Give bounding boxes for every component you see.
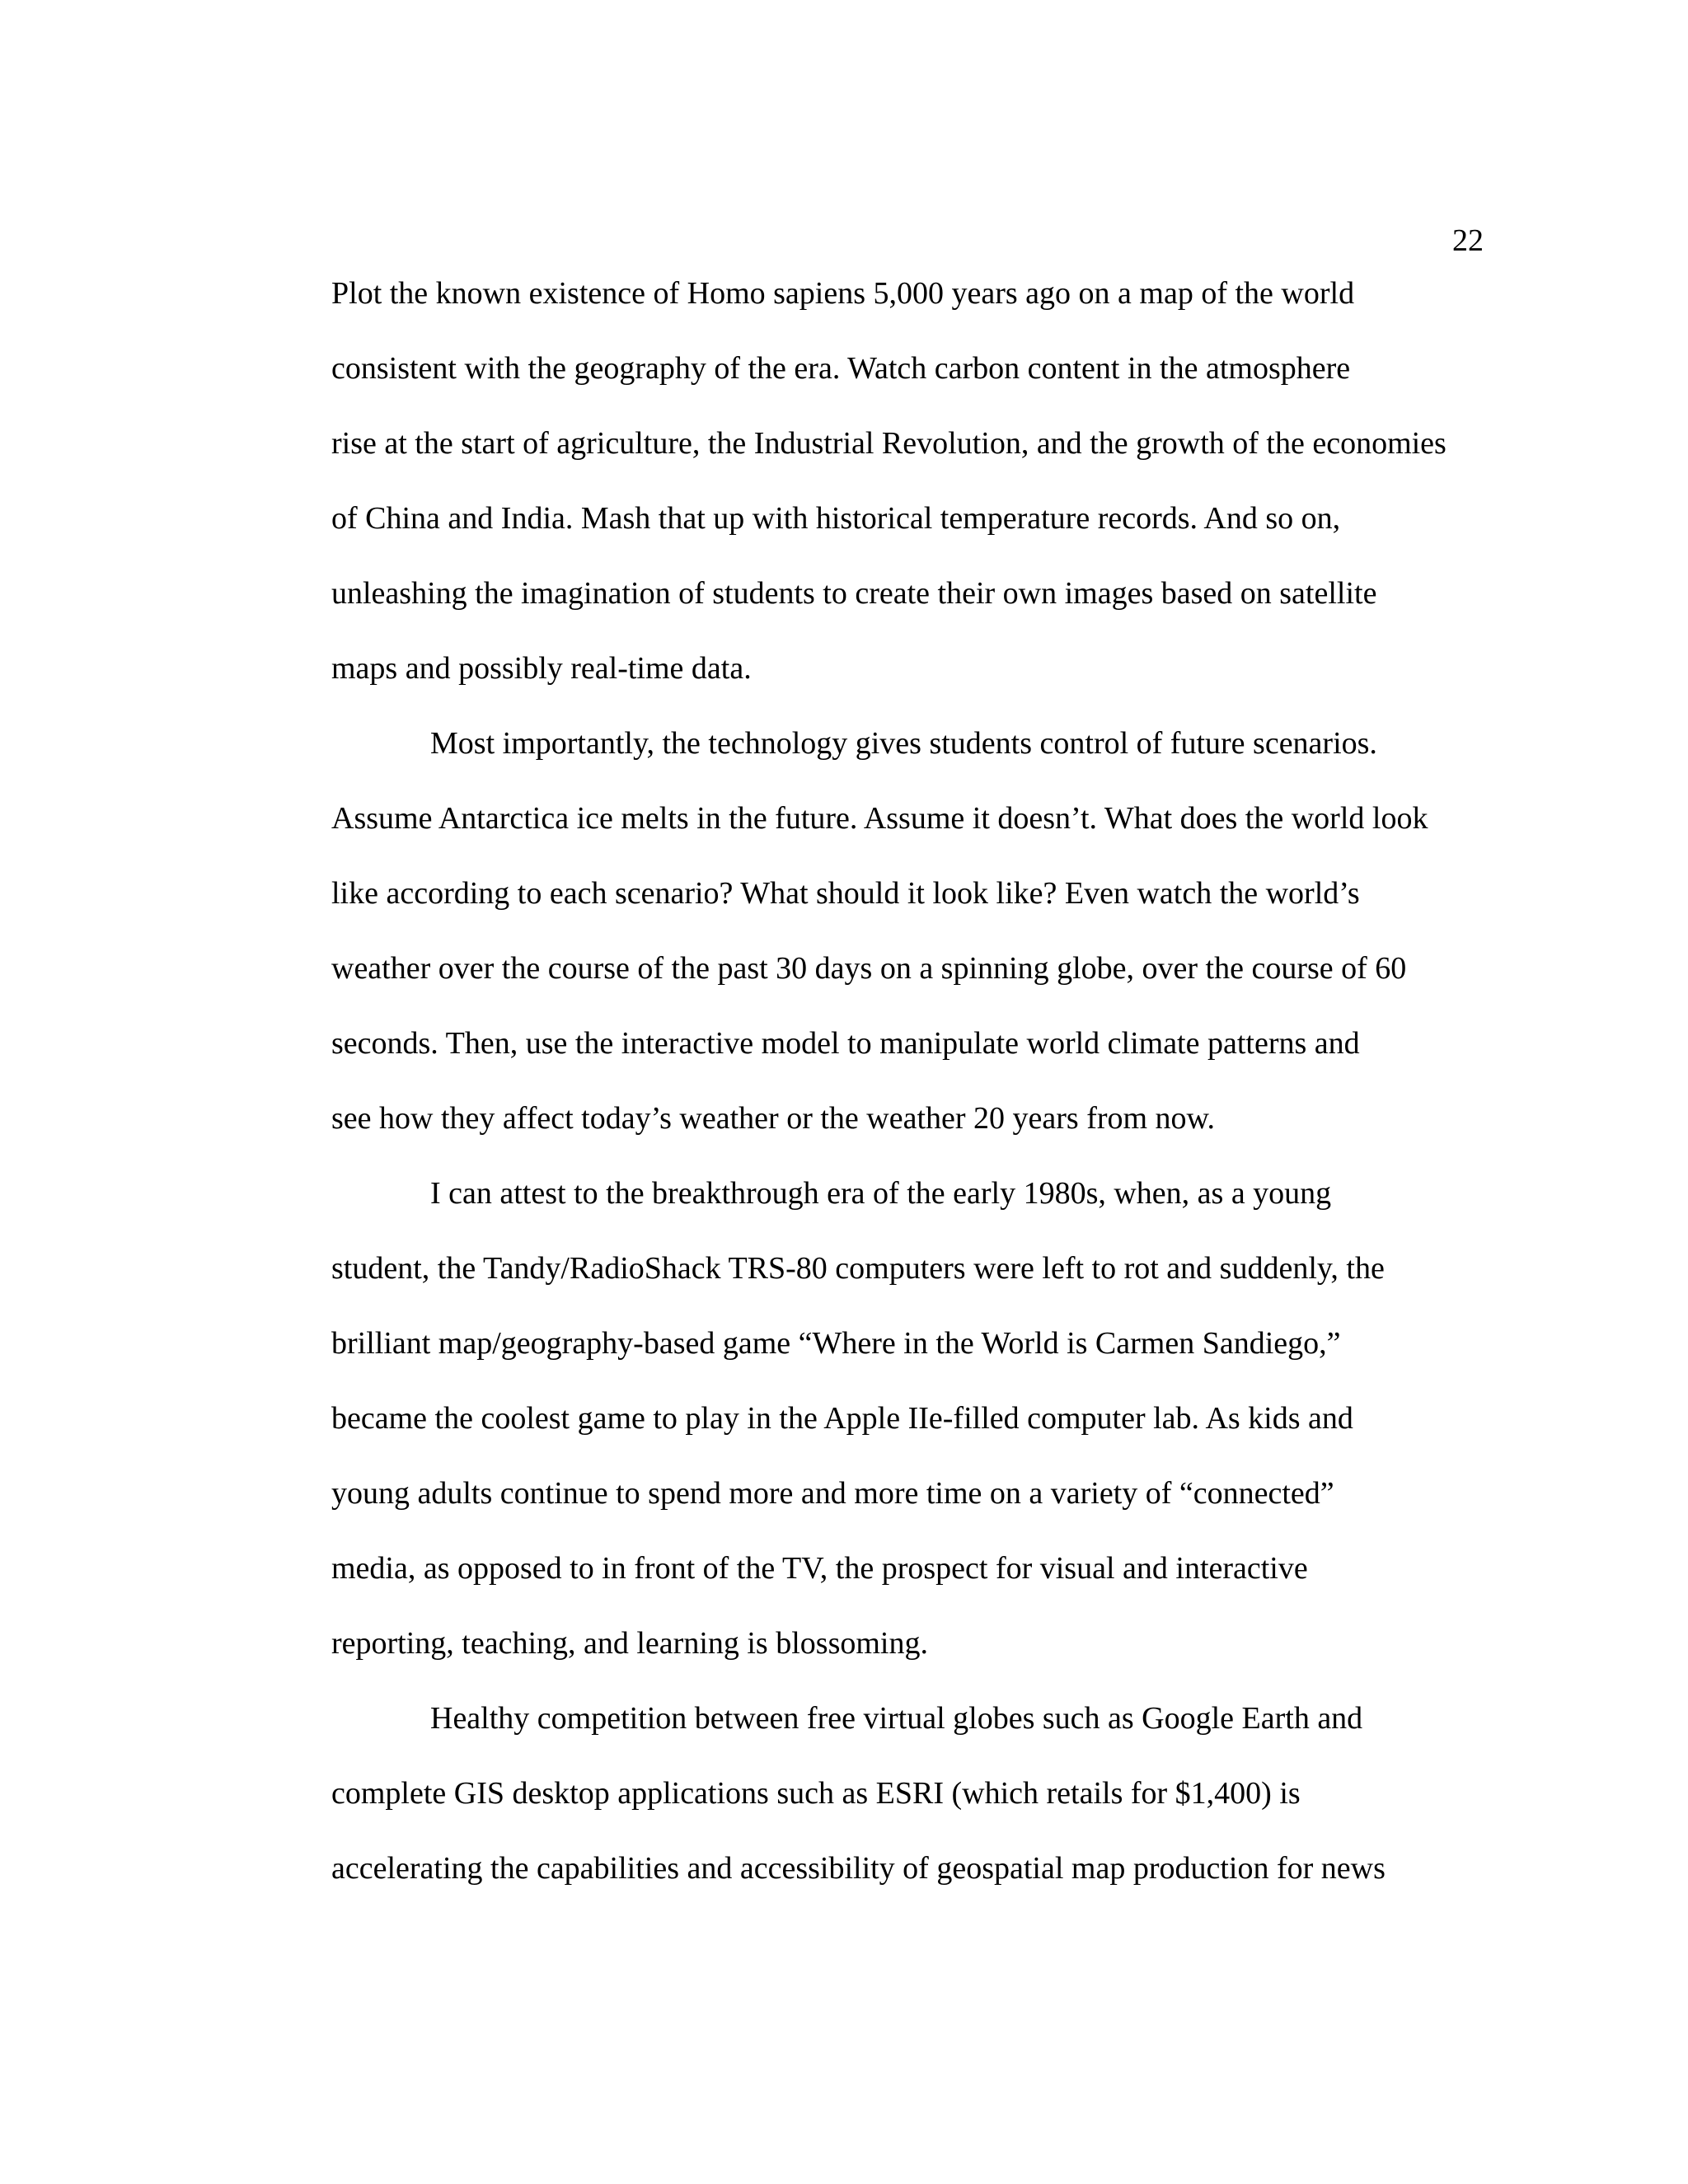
text-line: became the coolest game to play in the Apple IIe-filled computer lab. As kids and bbox=[331, 1401, 1353, 1436]
text-line: accelerating the capabilities and accessibility of geospatial map production for news bbox=[331, 1851, 1386, 1886]
text-line: complete GIS desktop applications such as ESRI (which retails for $1,400) is bbox=[331, 1776, 1301, 1811]
text-line: student, the Tandy/RadioShack TRS-80 computers were left to rot and suddenly, the bbox=[331, 1251, 1385, 1286]
text-line: seconds. Then, use the interactive model to manipulate world climate patterns and bbox=[331, 1026, 1360, 1061]
text-line: young adults continue to spend more and more time on a variety of “connected” bbox=[331, 1476, 1334, 1511]
text-line: rise at the start of agriculture, the Industrial Revolution, and the growth of the economies bbox=[331, 426, 1447, 461]
text-line: of China and India. Mash that up with historical temperature records. And so on, bbox=[331, 501, 1341, 536]
text-line: Healthy competition between free virtual globes such as Google Earth and bbox=[430, 1701, 1363, 1736]
text-line: brilliant map/geography-based game “Where in the World is Carmen Sandiego,” bbox=[331, 1326, 1341, 1361]
text-line: media, as opposed to in front of the TV, the prospect for visual and interactive bbox=[331, 1551, 1308, 1586]
text-line: see how they affect today’s weather or the weather 20 years from now. bbox=[331, 1101, 1216, 1136]
text-line: reporting, teaching, and learning is blossoming. bbox=[331, 1626, 928, 1661]
text-line: weather over the course of the past 30 days on a spinning globe, over the course of 60 bbox=[331, 951, 1407, 986]
text-line: I can attest to the breakthrough era of the early 1980s, when, as a young bbox=[430, 1176, 1332, 1211]
text-line: unleashing the imagination of students to create their own images based on satellite bbox=[331, 576, 1377, 611]
text-line: maps and possibly real-time data. bbox=[331, 651, 752, 686]
text-line: consistent with the geography of the era. Watch carbon content in the atmosphere bbox=[331, 351, 1351, 386]
text-line: Assume Antarctica ice melts in the future. Assume it doesn’t. What does the world look bbox=[331, 801, 1428, 836]
text-line: Most importantly, the technology gives students control of future scenarios. bbox=[430, 726, 1377, 761]
text-line: like according to each scenario? What should it look like? Even watch the world’s bbox=[331, 876, 1360, 911]
text-line: Plot the known existence of Homo sapiens 5,000 years ago on a map of the world bbox=[331, 276, 1355, 311]
page-number: 22 bbox=[1452, 223, 1484, 258]
